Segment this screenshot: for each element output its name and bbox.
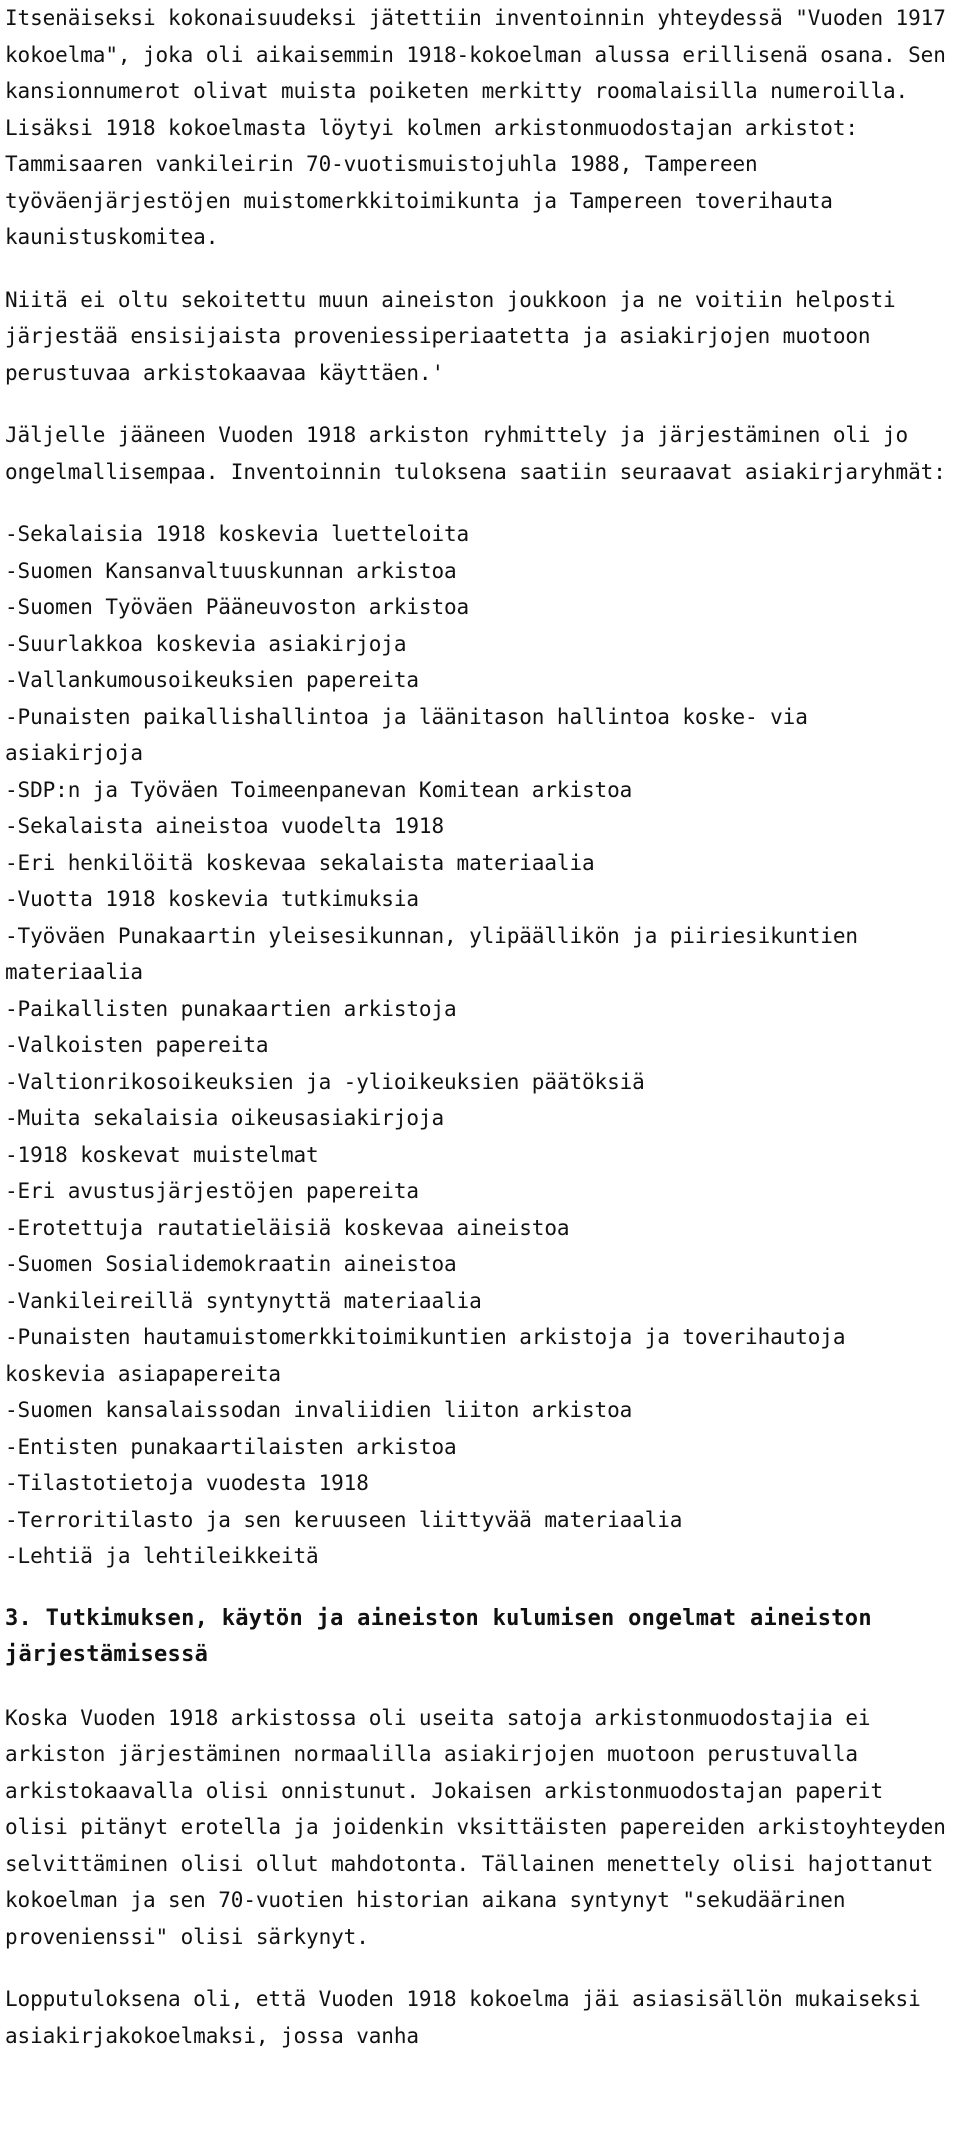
- document-group-item: -Vallankumousoikeuksien papereita: [5, 668, 419, 692]
- arrangement-paragraph: Koska Vuoden 1918 arkistossa oli useita satoja arkistonmuodostajia ei arkiston järjestäminen normaalilla asiakirjojen muotoon perustuvalla arkistokaavalla olisi onnistunut. Jokaisen arkistonmuodostajan paperit olisi pitänyt erotella ja joidenkin vksittäisten papereiden arkistoyhteyden selvittäminen olisi ollut mahdotonta. Tällainen menettely olisi hajottanut kokoelman ja sen 70-vuotien historian aikana syntynyt "sekudäärinen provenienssi" olisi särkynyt.: [5, 1705, 946, 1949]
- document-group-item: -Valtionrikosoikeuksien ja -ylioikeuksien päätöksiä: [5, 1069, 645, 1094]
- document-group-item: -Suomen Kansanvaltuuskunnan arkistoa: [5, 558, 457, 583]
- document-group-item: -Sekalaista aineistoa vuodelta 1918: [5, 814, 445, 838]
- document-group-item: -Lehtiä ja lehtileikkeitä: [5, 1544, 319, 1568]
- section-heading: 3. Tutkimuksen, käytön ja aineiston kulumisen ongelmat aineiston järjestämisessä: [5, 1605, 872, 1667]
- document-group-item: -Suomen kansalaissodan invaliidien liiton arkistoa: [5, 1398, 633, 1422]
- paragraph-gap: [5, 490, 955, 516]
- document-group-item: -Vankileireillä syntynyttä materiaalia: [5, 1288, 482, 1313]
- document-group-item: -Suomen Sosialidemokraatin aineistoa: [5, 1252, 457, 1276]
- document-group-item: -Suomen Työväen Pääneuvoston arkistoa: [5, 595, 470, 619]
- document-group-item: -Punaisten paikallishallintoa ja läänitason hallintoa koske- via asiakirjoja: [5, 704, 808, 765]
- document-group-item: -SDP:n ja Työväen Toimeenpanevan Komitean arkistoa: [5, 777, 633, 802]
- document-group-item: -1918 koskevat muistelmat: [5, 1142, 319, 1167]
- document-group-item: -Sekalaisia 1918 koskevia luetteloita: [5, 522, 470, 546]
- document-group-item: -Punaisten hautamuistomerkkitoimikuntien arkistoja ja toverihautoja koskevia asiapapereita: [5, 1325, 846, 1386]
- document-group-item: -Vuotta 1918 koskevia tutkimuksia: [5, 887, 419, 911]
- document-group-item: -Eri avustusjärjestöjen papereita: [5, 1179, 419, 1203]
- document-group-item: -Erotettuja rautatieläisiä koskevaa aineistoa: [5, 1215, 570, 1240]
- paragraph-gap: [5, 1575, 955, 1601]
- document-group-item: -Valkoisten papereita: [5, 1033, 269, 1057]
- paragraph-gap: [5, 391, 955, 417]
- document-groups-list: [5, 516, 955, 1575]
- document-group-item: -Entisten punakaartilaisten arkistoa: [5, 1434, 457, 1459]
- document-group-item: -Suurlakkoa koskevia asiakirjoja: [5, 631, 407, 656]
- intro-paragraph: Itsenäiseksi kokonaisuudeksi jätettiin inventoinnin yhteydessä "Vuoden 1917 kokoelma", joka oli aikaisemmin 1918-kokoelman alussa erillisenä osana. Sen kansionnumerot olivat muista poiketen merkitty roomalaisilla numeroilla. Lisäksi 1918 kokoelmasta löytyi kolmen arkistonmuodostajan arkistot: Tammisaaren vankileirin 70-vuotismuistojuhla 1988, Tampereen työväenjärjestöjen muistomerkkitoimikunta ja Tampereen toverihauta kaunistuskomitea.: [5, 6, 946, 249]
- document-group-item: -Tilastotietoja vuodesta 1918: [5, 1471, 369, 1495]
- paragraph-gap: [5, 256, 955, 282]
- document-group-item: -Työväen Punakaartin yleisesikunnan, ylipäällikön ja piiriesikuntien materiaalia: [5, 923, 858, 984]
- paragraph-gap: [5, 1955, 955, 1981]
- document-group-item: -Muita sekalaisia oikeusasiakirjoja: [5, 1106, 445, 1130]
- provenance-paragraph: Niitä ei oltu sekoitettu muun aineiston joukkoon ja ne voitiin helposti järjestää ensisijaista proveniessiperiaatetta ja asiakirjojen muotoon perustuvaa arkistokaavaa käyttäen.': [5, 287, 896, 385]
- document-group-item: -Eri henkilöitä koskevaa sekalaista materiaalia: [5, 850, 595, 875]
- document-group-item: -Terroritilasto ja sen keruuseen liittyvää materiaalia: [5, 1507, 683, 1532]
- grouping-paragraph: Jäljelle jääneen Vuoden 1918 arkiston ryhmittely ja järjestäminen oli jo ongelmallisempaa. Inventoinnin tuloksena saatiin seuraavat asiakirjaryhmät:: [5, 423, 946, 484]
- document-page: [5, 0, 955, 2054]
- paragraph-gap: [5, 1674, 955, 1700]
- conclusion-paragraph: Lopputuloksena oli, että Vuoden 1918 kokoelma jäi asiasisällön mukaiseksi asiakirjakokoelmaksi, jossa vanha: [5, 1987, 921, 2048]
- document-group-item: -Paikallisten punakaartien arkistoja: [5, 996, 457, 1021]
